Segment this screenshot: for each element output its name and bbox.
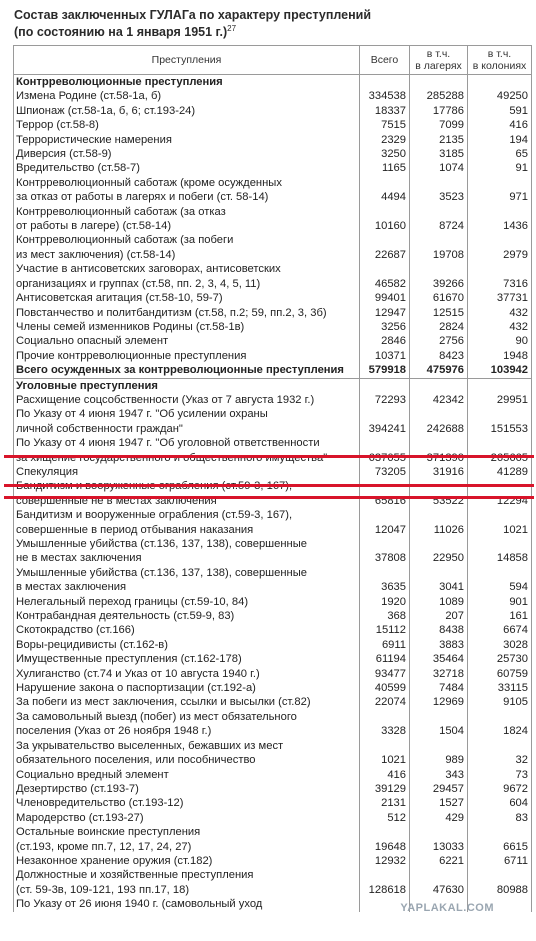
cell-camps: 1504 — [410, 710, 468, 739]
cell-total — [360, 378, 410, 393]
cell-camps: 11026 — [410, 508, 468, 537]
cell-total: 99401 — [360, 291, 410, 305]
cell-colonies: 41289 — [468, 465, 532, 479]
row-label — [14, 652, 360, 666]
row-label-line: Члены семей изменников Родины (ст.58-1в) — [16, 320, 245, 333]
cell-colonies: 1824 — [468, 710, 532, 739]
table-row — [14, 796, 532, 810]
cell-colonies: 265665 — [468, 436, 532, 465]
row-label — [14, 739, 360, 768]
cell-camps: 17786 — [410, 104, 468, 118]
table-row — [14, 133, 532, 147]
cell-total: 18337 — [360, 104, 410, 118]
row-label-line: не в местах заключения — [16, 552, 142, 565]
row-label-line: в местах заключения — [16, 581, 127, 594]
row-label — [14, 595, 360, 609]
table-row — [14, 623, 532, 637]
cell-camps: 7484 — [410, 681, 468, 695]
cell-camps: 3041 — [410, 566, 468, 595]
row-label-line: Умышленные убийства (ст.136, 137, 138), совершенные — [16, 538, 307, 550]
row-label — [14, 262, 360, 291]
table-row — [14, 393, 532, 407]
row-label-line: Умышленные убийства (ст.136, 137, 138), совершенные — [16, 566, 307, 579]
table-row — [14, 782, 532, 796]
cell-camps: 429 — [410, 811, 468, 825]
cell-colonies: 37731 — [468, 291, 532, 305]
row-label-line: Бандитизм и вооруженные ограбления (ст.59-3, 167), — [16, 480, 293, 493]
cell-total: 2329 — [360, 133, 410, 147]
cell-total: 128618 — [360, 868, 410, 897]
row-label-line: Контрреволюционные преступления — [16, 76, 223, 88]
cell-total: 579918 — [360, 363, 410, 378]
table-row — [14, 205, 532, 234]
table-row — [14, 407, 532, 436]
table-row — [14, 638, 532, 652]
cell-camps: 3883 — [410, 638, 468, 652]
cell-total: 2846 — [360, 334, 410, 348]
prisoners-table — [13, 45, 532, 912]
cell-colonies: 432 — [468, 320, 532, 334]
table-row — [14, 739, 532, 768]
watermark: YAPLAKAL.COM — [400, 902, 494, 914]
table-row — [14, 854, 532, 868]
row-label — [14, 349, 360, 363]
cell-total: 15112 — [360, 623, 410, 637]
cell-total: 416 — [360, 768, 410, 782]
row-label — [14, 638, 360, 652]
cell-colonies: 60759 — [468, 667, 532, 681]
cell-colonies: 1948 — [468, 349, 532, 363]
col-header-camps — [410, 46, 468, 75]
table-row — [14, 667, 532, 681]
highlight-line-1 — [4, 455, 534, 458]
table-row — [14, 320, 532, 334]
row-label-line: Остальные воинские преступления — [16, 826, 201, 839]
title-line-2 — [14, 24, 524, 41]
cell-colonies: 6711 — [468, 854, 532, 868]
cell-camps: 53522 — [410, 479, 468, 508]
row-label — [14, 897, 360, 911]
row-label-line: Бандитизм и вооруженные ограбления (ст.59-3, 167), — [16, 509, 293, 522]
cell-camps: 2135 — [410, 133, 468, 147]
cell-camps: 242688 — [410, 407, 468, 436]
row-label — [14, 465, 360, 479]
cell-camps: 12515 — [410, 306, 468, 320]
row-label-line: Повстанчество и политбандитизм (ст.58, п.2; 59, пп.2, 3, 3б) — [16, 306, 327, 319]
row-label — [14, 75, 360, 90]
cell-total: 368 — [360, 609, 410, 623]
cell-camps — [410, 75, 468, 90]
cell-camps: 7099 — [410, 118, 468, 132]
row-label — [14, 623, 360, 637]
cell-total: 334538 — [360, 89, 410, 103]
row-label-line: совершенные в период отбывания наказания — [16, 523, 254, 536]
row-label-line: из мест заключения) (ст.58-14) — [16, 248, 176, 261]
cell-colonies — [468, 75, 532, 90]
cell-colonies: 91 — [468, 161, 532, 175]
row-label-line: Нелегальный переход границы (ст.59-10, 84) — [16, 595, 249, 608]
row-label-line: за отказ от работы в лагерях и побеги (ст. 58-14) — [16, 191, 269, 204]
row-label-line: Социально вредный элемент — [16, 768, 169, 781]
row-label — [14, 710, 360, 739]
cell-total: 10160 — [360, 205, 410, 234]
table-row — [14, 104, 532, 118]
row-label-line: Контрреволюционный саботаж (за отказ — [16, 205, 226, 218]
row-label-line: личной собственности граждан" — [16, 422, 183, 435]
cell-total: 3250 — [360, 147, 410, 161]
table-body — [14, 75, 532, 912]
cell-colonies: 604 — [468, 796, 532, 810]
table-row — [14, 537, 532, 566]
cell-camps: 29457 — [410, 782, 468, 796]
cell-colonies: 432 — [468, 306, 532, 320]
cell-colonies: 7316 — [468, 262, 532, 291]
row-label-line: совершенные не в местах заключения — [16, 494, 217, 507]
cell-total: 65816 — [360, 479, 410, 508]
col-header-crimes — [14, 46, 360, 75]
cell-camps: 39266 — [410, 262, 468, 291]
cell-camps: 207 — [410, 609, 468, 623]
cell-camps: 1527 — [410, 796, 468, 810]
cell-colonies: 9672 — [468, 782, 532, 796]
row-label-line: Спекуляция — [16, 465, 79, 478]
cell-colonies: 80988 — [468, 868, 532, 897]
cell-total: 3328 — [360, 710, 410, 739]
row-label — [14, 334, 360, 348]
row-label — [14, 508, 360, 537]
table-row — [14, 436, 532, 465]
cell-total: 39129 — [360, 782, 410, 796]
cell-camps: 3523 — [410, 176, 468, 205]
cell-camps: 12969 — [410, 695, 468, 709]
row-label-line: за хищение государственного и общественного имущества" — [16, 451, 328, 464]
table-row — [14, 233, 532, 262]
row-label — [14, 537, 360, 566]
row-label — [14, 782, 360, 796]
col-header-camps-label: в т.ч. в лагерях — [415, 48, 462, 72]
cell-camps: 8438 — [410, 623, 468, 637]
col-header-crimes-label: Преступления — [151, 54, 222, 66]
row-label-line: За побеги из мест заключения, ссылки и высылки (ст.82) — [16, 696, 311, 709]
table-row — [14, 681, 532, 695]
cell-colonies: 194 — [468, 133, 532, 147]
cell-camps: 35464 — [410, 652, 468, 666]
cell-total: 637055 — [360, 436, 410, 465]
cell-colonies: 594 — [468, 566, 532, 595]
table-row — [14, 811, 532, 825]
row-label — [14, 667, 360, 681]
cell-total: 73205 — [360, 465, 410, 479]
cell-colonies: 416 — [468, 118, 532, 132]
table-row — [14, 118, 532, 132]
cell-colonies — [468, 378, 532, 393]
col-header-colonies-label: в т.ч. в колониях — [472, 48, 527, 72]
highlight-line-2 — [4, 484, 534, 487]
cell-camps: 3185 — [410, 147, 468, 161]
cell-colonies: 161 — [468, 609, 532, 623]
row-label-line: Шпионаж (ст.58-1а, б, 6; ст.193-24) — [16, 104, 196, 117]
cell-colonies: 1436 — [468, 205, 532, 234]
cell-colonies: 33115 — [468, 681, 532, 695]
cell-colonies: 14858 — [468, 537, 532, 566]
table-row — [14, 349, 532, 363]
cell-colonies: 103942 — [468, 363, 532, 378]
table-row — [14, 508, 532, 537]
row-label-line: обязательного поселения, или пособничество — [16, 754, 256, 767]
row-label-line: Расхищение соцсобственности (Указ от 7 августа 1932 г.) — [16, 393, 315, 406]
cell-camps: 475976 — [410, 363, 468, 378]
row-label-line: Террористические намерения — [16, 133, 172, 146]
row-label-line: (ст.193, кроме пп.7, 12, 17, 24, 27) — [16, 840, 192, 853]
row-label-line: Незаконное хранение оружия (ст.182) — [16, 854, 213, 867]
cell-total: 93477 — [360, 667, 410, 681]
row-label-line: За укрывательство выселенных, бежавших из мест — [16, 739, 284, 752]
cell-camps: 61670 — [410, 291, 468, 305]
row-label — [14, 176, 360, 205]
cell-colonies: 6674 — [468, 623, 532, 637]
col-header-total — [360, 46, 410, 75]
row-label-line: Антисоветская агитация (ст.58-10, 59-7) — [16, 292, 223, 305]
cell-camps: 22950 — [410, 537, 468, 566]
cell-camps: 1074 — [410, 161, 468, 175]
row-label-line: По Указу от 26 июня 1940 г. (самовольный уход — [16, 898, 263, 911]
cell-camps: 989 — [410, 739, 468, 768]
row-label-line: Хулиганство (ст.74 и Указ от 10 августа 1940 г.) — [16, 667, 260, 680]
row-label-line: Уголовные преступления — [16, 379, 158, 392]
cell-total: 12947 — [360, 306, 410, 320]
cell-camps: 1089 — [410, 595, 468, 609]
row-label — [14, 133, 360, 147]
row-label — [14, 566, 360, 595]
cell-colonies: 9105 — [468, 695, 532, 709]
row-label — [14, 407, 360, 436]
table-row — [14, 306, 532, 320]
table-row — [14, 465, 532, 479]
cell-colonies: 32 — [468, 739, 532, 768]
row-label — [14, 393, 360, 407]
row-label — [14, 104, 360, 118]
cell-camps: 32718 — [410, 667, 468, 681]
col-header-colonies — [468, 46, 532, 75]
cell-colonies: 29951 — [468, 393, 532, 407]
table-row — [14, 291, 532, 305]
total-row — [14, 363, 532, 378]
row-label — [14, 811, 360, 825]
row-label-line: Социально опасный элемент — [16, 335, 169, 348]
table-row — [14, 695, 532, 709]
cell-camps: 2756 — [410, 334, 468, 348]
table-row — [14, 566, 532, 595]
cell-colonies: 65 — [468, 147, 532, 161]
cell-total: 10371 — [360, 349, 410, 363]
cell-total — [360, 75, 410, 90]
cell-total: 46582 — [360, 262, 410, 291]
row-label-line: Контрреволюционный саботаж (за побеги — [16, 234, 234, 247]
table-title — [14, 7, 524, 41]
table-row — [14, 89, 532, 103]
table-row — [14, 262, 532, 291]
row-label — [14, 363, 360, 378]
cell-camps: 371390 — [410, 436, 468, 465]
cell-total: 40599 — [360, 681, 410, 695]
cell-colonies: 49250 — [468, 89, 532, 103]
footnote-ref: 27 — [227, 23, 237, 33]
row-label — [14, 161, 360, 175]
col-header-total-label: Всего — [370, 54, 399, 66]
title-line-1: Состав заключенных ГУЛАГа по характеру преступлений — [14, 8, 372, 22]
row-label-line: Участие в антисоветских заговорах, антисоветских — [16, 263, 281, 276]
cell-camps: 285288 — [410, 89, 468, 103]
cell-total: 12047 — [360, 508, 410, 537]
row-label-line: За самовольный выезд (побег) из мест обязательного — [16, 710, 297, 723]
cell-camps: 343 — [410, 768, 468, 782]
cell-colonies: 3028 — [468, 638, 532, 652]
row-label-line: Членовредительство (ст.193-12) — [16, 797, 184, 810]
row-label — [14, 868, 360, 897]
cell-camps: 31916 — [410, 465, 468, 479]
row-label — [14, 796, 360, 810]
table-row — [14, 868, 532, 897]
title-date: (по состоянию на 1 января 1951 г.) — [14, 25, 228, 39]
cell-colonies: 12294 — [468, 479, 532, 508]
row-label — [14, 118, 360, 132]
cell-colonies: 25730 — [468, 652, 532, 666]
cell-total: 61194 — [360, 652, 410, 666]
table-row — [14, 768, 532, 782]
cell-colonies: 6615 — [468, 825, 532, 854]
cell-colonies: 2979 — [468, 233, 532, 262]
row-label-line: Прочие контрреволюционные преступления — [16, 349, 247, 362]
cell-camps: 47630 — [410, 868, 468, 897]
row-label — [14, 306, 360, 320]
row-label — [14, 320, 360, 334]
cell-colonies: 1021 — [468, 508, 532, 537]
section-row — [14, 75, 532, 90]
cell-total: 19648 — [360, 825, 410, 854]
row-label-line: (ст. 59-3в, 109-121, 193 пп.17, 18) — [16, 883, 190, 896]
row-label-line: поселения (Указ от 26 ноября 1948 г.) — [16, 725, 212, 738]
row-label-line: Дезертирство (ст.193-7) — [16, 782, 139, 795]
row-label-line: По Указу от 4 июня 1947 г. "Об усилении охраны — [16, 408, 268, 421]
cell-total: 3635 — [360, 566, 410, 595]
cell-total: 3256 — [360, 320, 410, 334]
cell-colonies: 73 — [468, 768, 532, 782]
row-label — [14, 609, 360, 623]
cell-camps: 19708 — [410, 233, 468, 262]
row-label — [14, 89, 360, 103]
row-label — [14, 147, 360, 161]
row-label-line: Должностные и хозяйственные преступления — [16, 869, 254, 882]
row-label-line: от работы в лагере) (ст.58-14) — [16, 220, 172, 233]
cell-total: 7515 — [360, 118, 410, 132]
cell-colonies: 901 — [468, 595, 532, 609]
row-label-line: Контрабандная деятельность (ст.59-9, 83) — [16, 610, 235, 623]
cell-total: 1165 — [360, 161, 410, 175]
cell-total: 1920 — [360, 595, 410, 609]
cell-colonies: 151553 — [468, 407, 532, 436]
row-label-line: Мародерство (ст.193-27) — [16, 811, 144, 824]
cell-total: 37808 — [360, 537, 410, 566]
row-label-line: Воры-рецидивисты (ст.162-в) — [16, 638, 168, 651]
cell-total: 512 — [360, 811, 410, 825]
cell-colonies: 591 — [468, 104, 532, 118]
table-row — [14, 161, 532, 175]
table-row — [14, 710, 532, 739]
section-row — [14, 378, 532, 393]
row-label-line: Скотокрадство (ст.166) — [16, 624, 135, 637]
cell-total: 6911 — [360, 638, 410, 652]
cell-total: 4494 — [360, 176, 410, 205]
row-label-line: Террор (ст.58-8) — [16, 119, 99, 132]
table-row — [14, 176, 532, 205]
table-row — [14, 652, 532, 666]
row-label-line: Всего осужденных за контрреволюционные преступления — [16, 364, 344, 377]
row-label-line: Контрреволюционный саботаж (кроме осужденных — [16, 176, 282, 189]
row-label — [14, 681, 360, 695]
cell-camps: 8724 — [410, 205, 468, 234]
cell-camps: 2824 — [410, 320, 468, 334]
row-label-line: Измена Родине (ст.58-1а, б) — [16, 90, 162, 103]
cell-total: 12932 — [360, 854, 410, 868]
row-label — [14, 233, 360, 262]
cell-total: 22687 — [360, 233, 410, 262]
cell-total: 2131 — [360, 796, 410, 810]
cell-total: 1021 — [360, 739, 410, 768]
cell-colonies: 971 — [468, 176, 532, 205]
table-row — [14, 334, 532, 348]
cell-total: 394241 — [360, 407, 410, 436]
row-label-line: По Указу от 4 июня 1947 г. "Об уголовной ответственности — [16, 437, 320, 450]
row-label-line: Вредительство (ст.58-7) — [16, 162, 140, 175]
cell-camps: 42342 — [410, 393, 468, 407]
table-row — [14, 147, 532, 161]
row-label-line: организациях и группах (ст.58, пп. 2, 3, 4, 5, 11) — [16, 277, 261, 290]
cell-colonies: 90 — [468, 334, 532, 348]
table-row — [14, 825, 532, 854]
cell-colonies: 83 — [468, 811, 532, 825]
table-header-row — [14, 46, 532, 75]
row-label-line: Нарушение закона о паспортизации (ст.192-а) — [16, 682, 256, 695]
cell-camps: 8423 — [410, 349, 468, 363]
cell-total: 22074 — [360, 695, 410, 709]
cell-total: 72293 — [360, 393, 410, 407]
row-label — [14, 436, 360, 465]
row-label — [14, 825, 360, 854]
row-label — [14, 768, 360, 782]
row-label-line: Имущественные преступления (ст.162-178) — [16, 653, 242, 666]
table-row — [14, 595, 532, 609]
row-label — [14, 291, 360, 305]
row-label — [14, 854, 360, 868]
cell-camps: 13033 — [410, 825, 468, 854]
row-label — [14, 378, 360, 393]
table-row — [14, 609, 532, 623]
row-label-line: Диверсия (ст.58-9) — [16, 148, 112, 161]
cell-camps — [410, 378, 468, 393]
highlight-line-3 — [4, 496, 534, 499]
cell-camps: 6221 — [410, 854, 468, 868]
row-label — [14, 695, 360, 709]
row-label — [14, 205, 360, 234]
